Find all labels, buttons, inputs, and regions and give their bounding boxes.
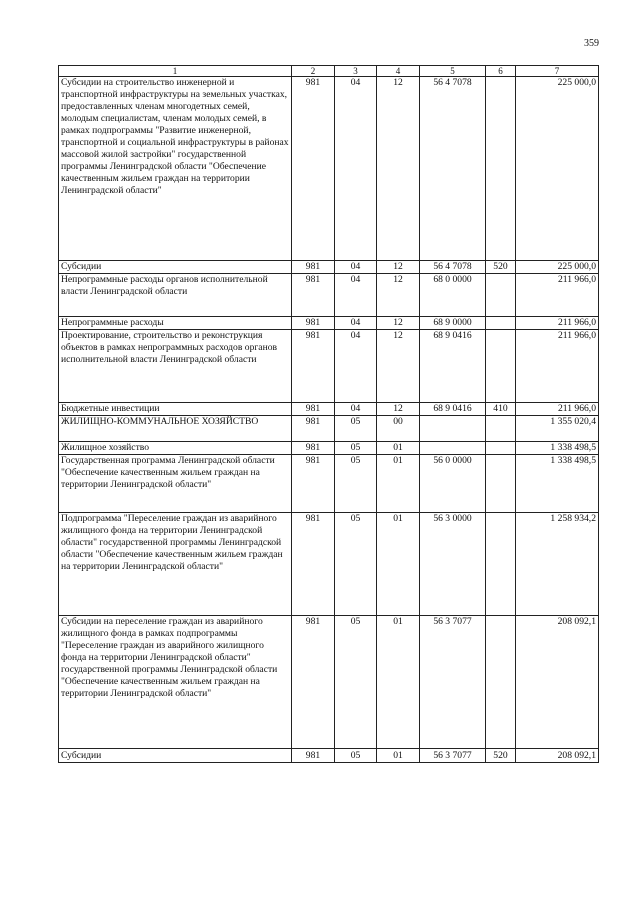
column-header: 7	[516, 66, 599, 77]
table-row	[59, 749, 599, 763]
row-name: Жилищное хозяйство	[59, 442, 292, 455]
cell-expense-type: 410	[486, 403, 516, 416]
cell-expense-type	[486, 442, 516, 455]
cell-admin-code: 981	[292, 261, 335, 274]
cell-expense-type	[486, 317, 516, 330]
column-header: 4	[377, 66, 420, 77]
cell-expense-type	[486, 77, 516, 261]
row-name: ЖИЛИЩНО-КОММУНАЛЬНОЕ ХОЗЯЙСТВО	[59, 416, 292, 442]
row-name: Подпрограмма "Переселение граждан из аварийного жилищного фонда на территории Ленинградской области" государственной программы Ленинградской области "Обеспечение качественным жильем граждан на территории Ленинградской области"	[59, 513, 292, 616]
cell-subsection: 12	[377, 403, 420, 416]
cell-expense-type	[486, 616, 516, 749]
cell-section: 05	[335, 442, 377, 455]
cell-amount: 208 092,1	[516, 749, 599, 763]
cell-amount: 1 338 498,5	[516, 455, 599, 513]
cell-target-article: 56 3 7077	[420, 616, 486, 749]
cell-section: 04	[335, 274, 377, 317]
cell-target-article: 56 3 0000	[420, 513, 486, 616]
cell-admin-code: 981	[292, 416, 335, 442]
table-row	[59, 513, 599, 616]
cell-target-article: 68 9 0000	[420, 317, 486, 330]
cell-target-article: 68 9 0416	[420, 403, 486, 416]
cell-admin-code: 981	[292, 317, 335, 330]
table-row	[59, 77, 599, 261]
cell-admin-code: 981	[292, 442, 335, 455]
cell-target-article: 56 3 7077	[420, 749, 486, 763]
cell-section: 04	[335, 261, 377, 274]
cell-section: 04	[335, 330, 377, 403]
cell-expense-type: 520	[486, 261, 516, 274]
cell-amount: 225 000,0	[516, 261, 599, 274]
cell-amount: 1 338 498,5	[516, 442, 599, 455]
cell-amount: 208 092,1	[516, 616, 599, 749]
cell-subsection: 12	[377, 261, 420, 274]
cell-expense-type	[486, 330, 516, 403]
cell-admin-code: 981	[292, 455, 335, 513]
cell-section: 04	[335, 77, 377, 261]
cell-admin-code: 981	[292, 274, 335, 317]
cell-target-article: 68 0 0000	[420, 274, 486, 317]
cell-subsection: 01	[377, 513, 420, 616]
row-name: Бюджетные инвестиции	[59, 403, 292, 416]
column-header: 5	[420, 66, 486, 77]
column-header: 1	[59, 66, 292, 77]
cell-expense-type	[486, 274, 516, 317]
cell-target-article: 56 4 7078	[420, 77, 486, 261]
row-name: Непрограммные расходы	[59, 317, 292, 330]
cell-amount: 211 966,0	[516, 317, 599, 330]
cell-target-article: 68 9 0416	[420, 330, 486, 403]
cell-section: 05	[335, 416, 377, 442]
table-row	[59, 330, 599, 403]
cell-expense-type: 520	[486, 749, 516, 763]
cell-section: 05	[335, 749, 377, 763]
cell-section: 04	[335, 317, 377, 330]
cell-subsection: 12	[377, 317, 420, 330]
column-header: 6	[486, 66, 516, 77]
table-row	[59, 616, 599, 749]
cell-amount: 211 966,0	[516, 330, 599, 403]
cell-expense-type	[486, 416, 516, 442]
table-row	[59, 403, 599, 416]
cell-subsection: 12	[377, 274, 420, 317]
table-row	[59, 455, 599, 513]
cell-target-article: 56 0 0000	[420, 455, 486, 513]
cell-amount: 1 258 934,2	[516, 513, 599, 616]
cell-target-article: 56 4 7078	[420, 261, 486, 274]
cell-admin-code: 981	[292, 513, 335, 616]
cell-subsection: 01	[377, 749, 420, 763]
cell-admin-code: 981	[292, 330, 335, 403]
cell-section: 05	[335, 616, 377, 749]
column-header: 3	[335, 66, 377, 77]
cell-subsection: 01	[377, 442, 420, 455]
cell-target-article	[420, 416, 486, 442]
cell-admin-code: 981	[292, 616, 335, 749]
cell-subsection: 00	[377, 416, 420, 442]
cell-subsection: 12	[377, 330, 420, 403]
column-header: 2	[292, 66, 335, 77]
row-name: Государственная программа Ленинградской области "Обеспечение качественным жильем граждан на территории Ленинградской области"	[59, 455, 292, 513]
cell-section: 05	[335, 455, 377, 513]
cell-admin-code: 981	[292, 403, 335, 416]
table-row	[59, 274, 599, 317]
cell-subsection: 01	[377, 455, 420, 513]
cell-amount: 211 966,0	[516, 274, 599, 317]
cell-target-article	[420, 442, 486, 455]
page-number: 359	[584, 38, 599, 49]
column-number-row	[59, 66, 599, 77]
table-row	[59, 261, 599, 274]
row-name: Непрограммные расходы органов исполнительной власти Ленинградской области	[59, 274, 292, 317]
row-name: Субсидии на строительство инженерной и транспортной инфраструктуры на земельных участках, предоставленных членам многодетных семей, молодым специалистам, членам молодых семей, в рамках подпрограммы "Развитие инженерной, транспортной и социальной инфраструктуры в районах массовой жилой застройки" государственной программы Ленинградской области "Обеспечение качественным жильем граждан на территории Ленинградской области"	[59, 77, 292, 261]
table-row	[59, 442, 599, 455]
row-name: Проектирование, строительство и реконструкция объектов в рамках непрограммных расходов органов исполнительной власти Ленинградской области	[59, 330, 292, 403]
cell-amount: 211 966,0	[516, 403, 599, 416]
cell-admin-code: 981	[292, 749, 335, 763]
cell-expense-type	[486, 513, 516, 616]
row-name: Субсидии на переселение граждан из аварийного жилищного фонда в рамках подпрограммы "Переселение граждан из аварийного жилищного фонда на территории Ленинградской области" государственной программы Ленинградской области "Обеспечение качественным жильем граждан на территории Ленинградской области"	[59, 616, 292, 749]
budget-table	[58, 65, 599, 763]
cell-admin-code: 981	[292, 77, 335, 261]
table-row	[59, 317, 599, 330]
cell-amount: 225 000,0	[516, 77, 599, 261]
cell-subsection: 01	[377, 616, 420, 749]
table-row	[59, 416, 599, 442]
cell-section: 05	[335, 513, 377, 616]
cell-expense-type	[486, 455, 516, 513]
row-name: Субсидии	[59, 261, 292, 274]
cell-subsection: 12	[377, 77, 420, 261]
cell-section: 04	[335, 403, 377, 416]
row-name: Субсидии	[59, 749, 292, 763]
cell-amount: 1 355 020,4	[516, 416, 599, 442]
